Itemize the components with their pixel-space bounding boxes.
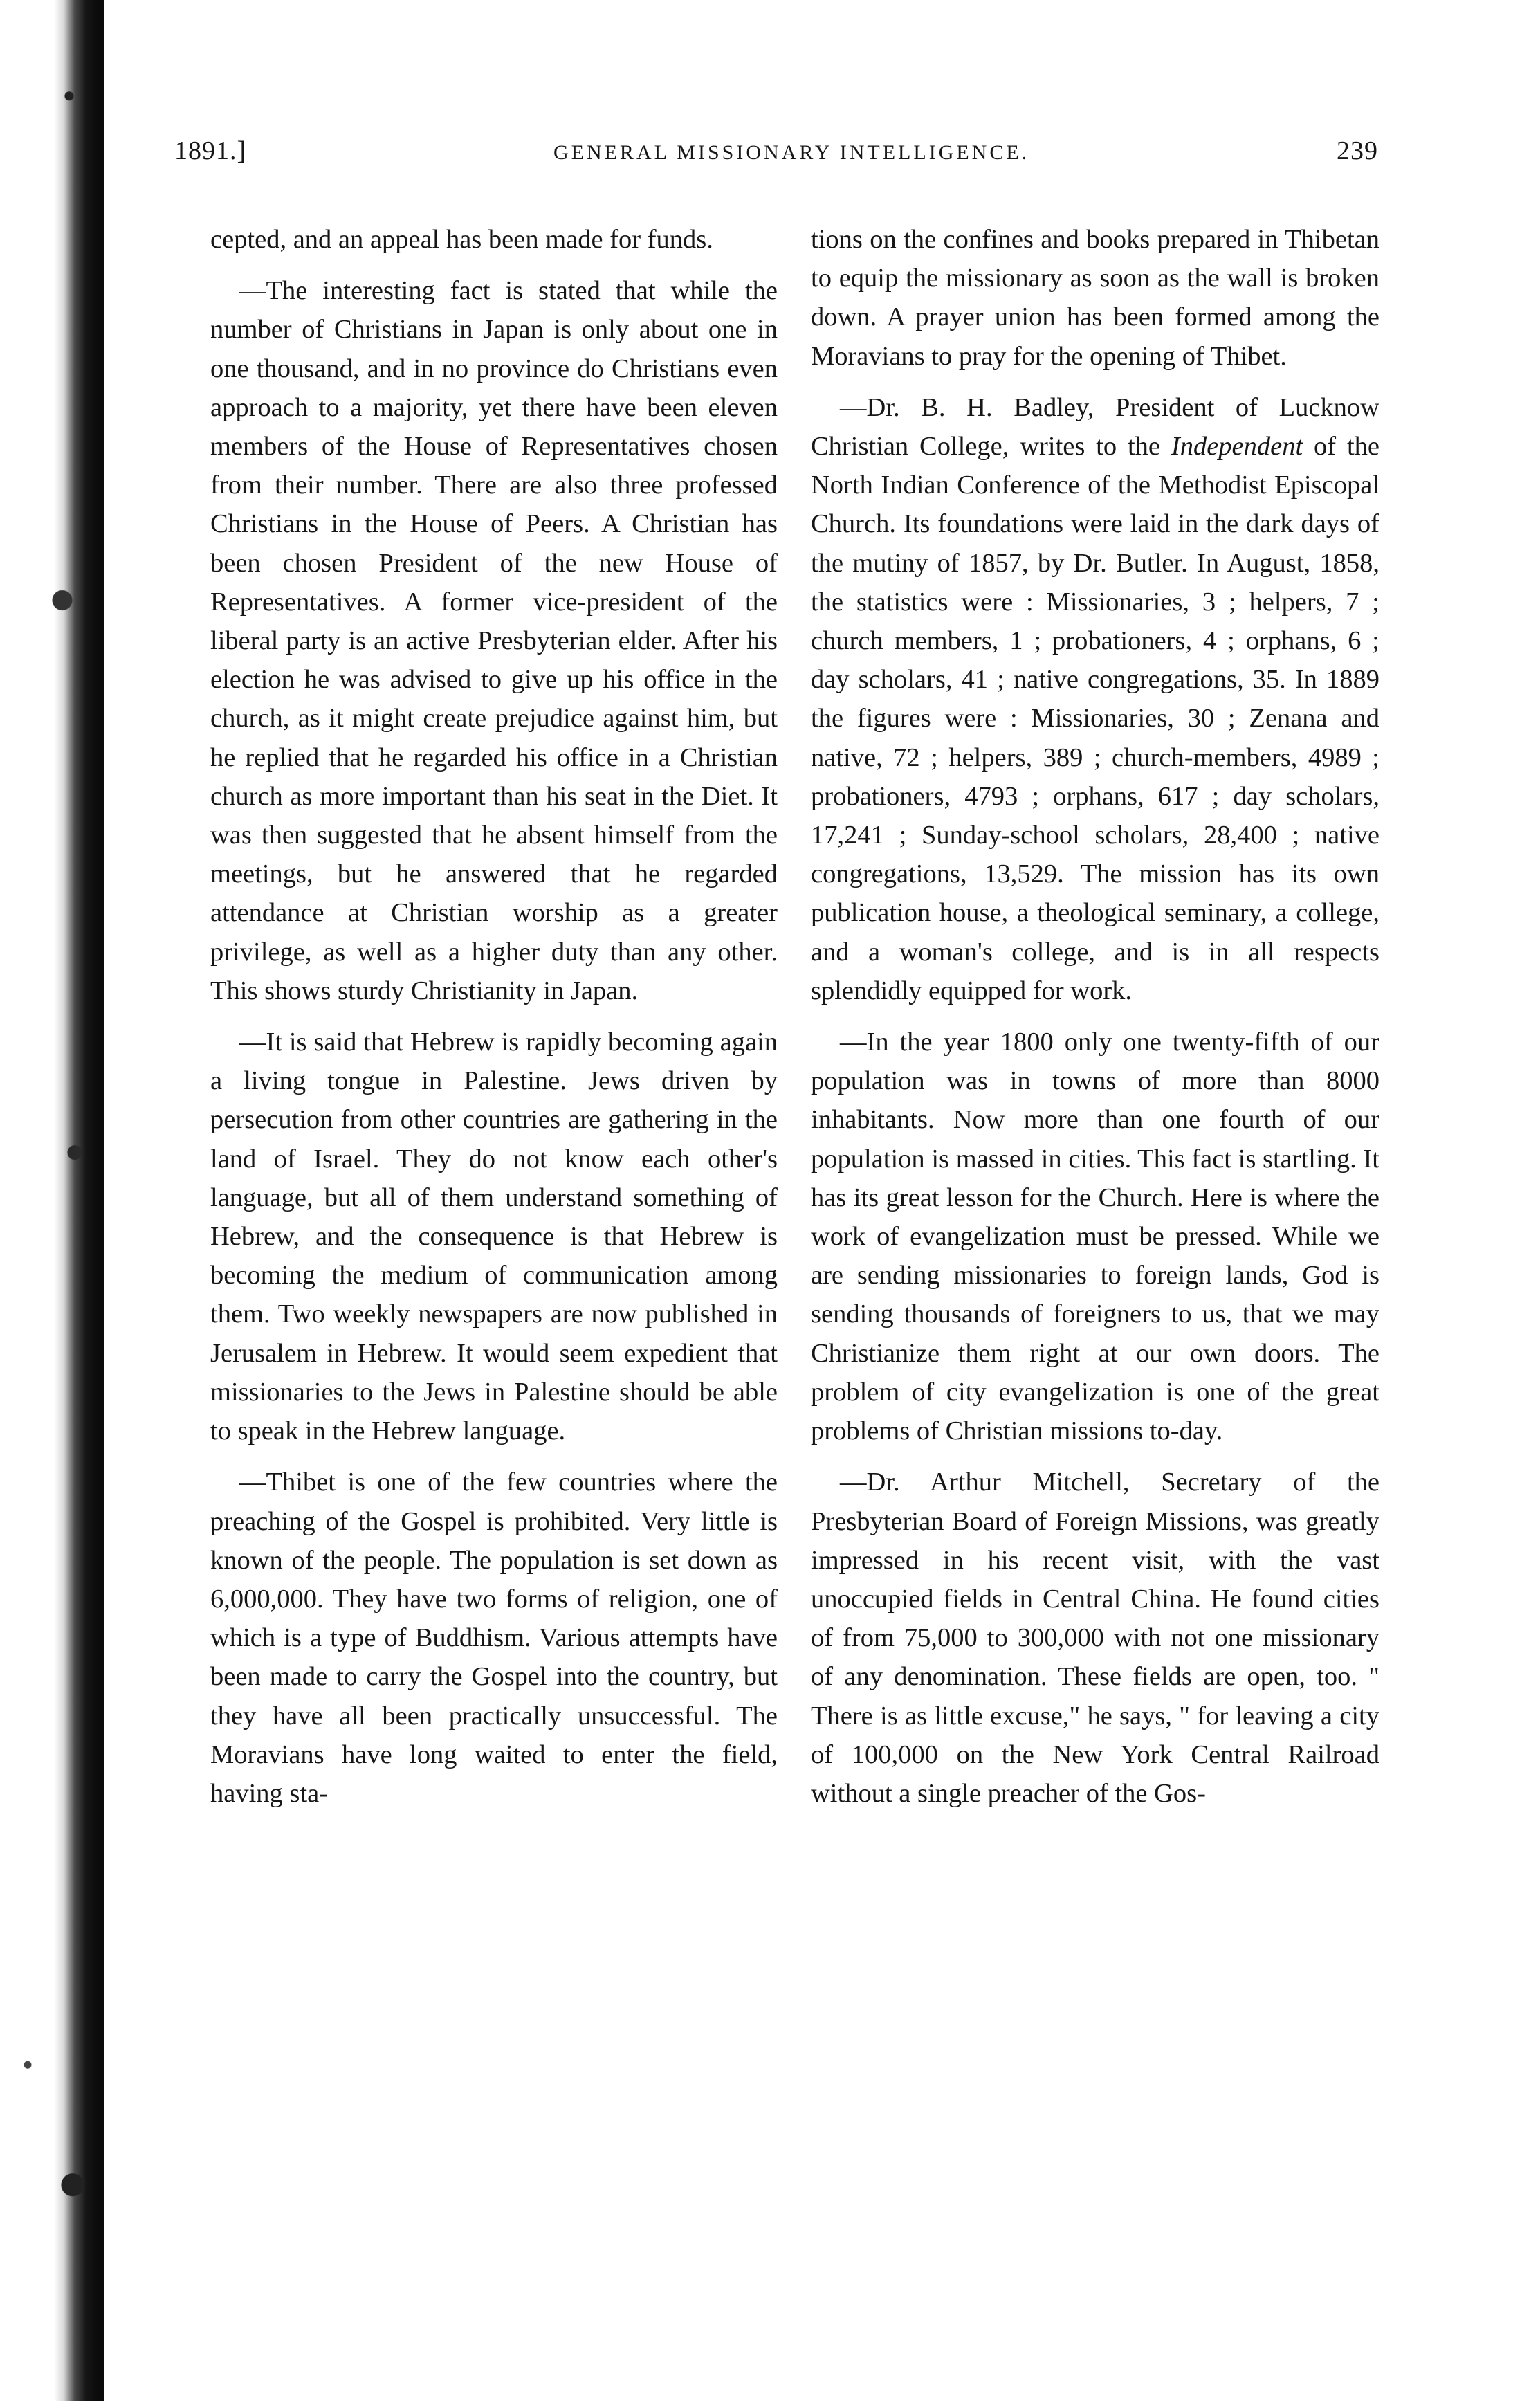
text-run: of the North Indian Conference of the Methodist Episcopal Church. Its foundations were laid in the dark days of the mutiny of 1857, by Dr. Butler. In August, 1858, the statistics were : Missionaries, 3 ; helpers, 7 ; church members, 1 ; probationers, 4 ; orphans, 6 ; day scholars, 41 ; native congregations, 35. In 1889 the figures were : Missionaries, 30 ; Zenana and native, 72 ; helpers, 389 ; church-members, 4989 ; probationers, 4793 ; orphans, 617 ; day scholars, 17,241 ; Sunday-school scholars, 28,400 ; native congregations, 13,529. The mission has its own publication house, a theological seminary, a college, and a woman's college, and is in all respects splendidly equipped for work. — [811, 432, 1380, 1005]
paragraph-japan-christians: —The interesting fact is stated that while the number of Christians in Japan is only about one in one thousand, and in no province do Christians even approach to a majority, yet there have been eleven members of the House of Representatives chosen from their number. There are also three professed Christians in the House of Peers. A Christian has been chosen President of the new House of Representatives. A former vice-president of the liberal party is an active Presbyterian elder. After his election he was advised to give up his office in the church, as it might create prejudice against him, but he replied that he regarded his office in a Christian church as more important than his seat in the Diet. It was then suggested that he absent himself from the meetings, but he answered that he regarded attendance at Christian worship as a greater privilege, as well as a higher duty than any other. This shows sturdy Christianity in Japan. — [210, 276, 778, 1005]
paragraph-city-population: —In the year 1800 only one twenty-fifth of our population was in towns of more than 8000 inhabitants. Now more than one fourth of our population is massed in cities. This fact is startling. It has its great lesson for the Church. Here is where the work of evangelization must be pressed. While we are sending missionaries to foreign lands, God is sending thousands of foreigners to us, that we may Christianize them right at our own doors. The problem of city evangelization is one of the great problems of Christian missions to-day. — [811, 1028, 1379, 1446]
binding-scan-artifacts — [21, 0, 90, 2401]
paragraph-continued: cepted, and an appeal has been made for funds. — [210, 225, 713, 254]
left-column — [210, 220, 778, 1825]
text-run: —Dr. B. H. Badley, President of Lucknow Christian College, writes to the — [811, 392, 1379, 462]
page-number: 239 — [1336, 136, 1378, 165]
page-header — [174, 136, 1378, 177]
running-title: GENERAL MISSIONARY INTELLIGENCE. — [553, 141, 1030, 164]
paragraph-thibet-continued: tions on the confines and books prepared in Thibetan to equip the missionary as soon as the wall is broken down. A prayer union has been formed among the Moravians to pray for the opening of Thibet. — [811, 225, 1379, 371]
right-column — [811, 220, 1379, 1825]
paragraph-lucknow-college — [811, 388, 1379, 1010]
publication-title: Independent — [1171, 432, 1303, 462]
paragraph-hebrew-palestine: —It is said that Hebrew is rapidly becoming again a living tongue in Palestine. Jews driven by persecution from other countries are gathering in the land of Israel. They do not know each other's language, but all of them understand something of Hebrew, and the consequence is that Hebrew is becoming the medium of communication among them. Two weekly newspapers are now published in Jerusalem in Hebrew. It would seem expedient that missionaries to the Jews in Palestine should be able to speak in the Hebrew language. — [210, 1028, 778, 1446]
paragraph-thibet: —Thibet is one of the few countries where the preaching of the Gospel is prohibited. Very little is known of the people. The population is set down as 6,000,000. They have two forms of religion, one of which is a type of Buddhism. Various attempts have been made to carry the Gospel into the country, but they have all been practically unsuccessful. The Moravians have long waited to enter the field, having sta- — [210, 1468, 778, 1808]
header-year: 1891.] — [174, 136, 247, 165]
paragraph-central-china: —Dr. Arthur Mitchell, Secretary of the Presbyterian Board of Foreign Missions, was greatly impressed in his recent visit, with the vast unoccupied fields in Central China. He found cities of from 75,000 to 300,000 with not one missionary of any denomination. These fields are open, too. " There is as little excuse," he says, " for leaving a city of 100,000 on the New York Central Railroad without a single preacher of the Gos- — [811, 1468, 1379, 1808]
